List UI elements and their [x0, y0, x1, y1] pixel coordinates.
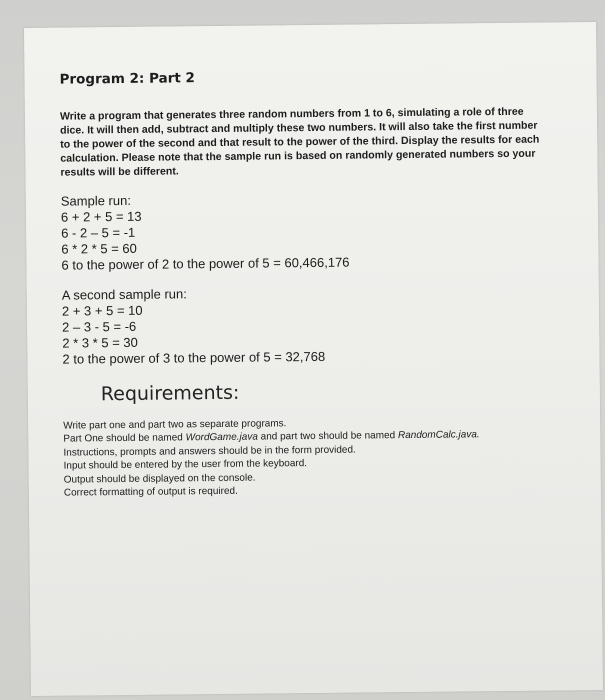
requirement-6: Correct formatting of output is required. [63, 485, 238, 499]
requirement-4: Input should be entered by the user from the keyboard. [63, 458, 308, 472]
sample-run-1-line-3: 6 * 2 * 5 = 60 [61, 240, 137, 257]
requirements-list [63, 414, 564, 500]
requirements-heading: Requirements: [100, 381, 240, 406]
sample-run-2-line-2: 2 – 3 - 5 = -6 [62, 318, 137, 335]
requirement-2-filename-2: RandomCalc.java. [397, 429, 480, 442]
sample-run-1-line-4: 6 to the power of 2 to the power of 5 = 60,466,176 [61, 254, 350, 273]
document-content [59, 66, 563, 500]
sample-run-2-line-3: 2 * 3 * 5 = 30 [62, 334, 138, 351]
sample-run-1 [61, 188, 562, 273]
sample-run-1-heading: Sample run: [60, 192, 131, 209]
sample-run-1-line-1: 6 + 2 + 5 = 13 [60, 208, 142, 225]
sample-run-2 [62, 282, 563, 367]
requirement-1: Write part one and part two as separate programs. [63, 418, 287, 432]
requirement-2-filename-1: WordGame.java [185, 431, 258, 444]
sample-run-1-line-2: 6 - 2 – 5 = -1 [61, 224, 136, 241]
requirement-5: Output should be displayed on the console. [63, 472, 256, 486]
requirement-3: Instructions, prompts and answers should be in the form provided. [63, 444, 356, 459]
sample-run-2-line-1: 2 + 3 + 5 = 10 [61, 302, 143, 319]
document-page [24, 22, 603, 696]
sample-run-2-line-4: 2 to the power of 3 to the power of 5 = 32,768 [62, 348, 326, 367]
requirement-2-text-b: and part two should be named [257, 430, 399, 443]
intro-paragraph: Write a program that generates three random numbers from 1 to 6, simulating a role of three dice. It will then add, subtract and multiply these two numbers. It will also take the first number to the power of the second and that result to the power of the third. Display the results for each calculation. Please note that the sample run is based on randomly generated numbers so your results will be different. [59, 105, 540, 179]
sample-run-2-heading: A second sample run: [61, 286, 187, 303]
document-title: Program 2: Part 2 [59, 70, 195, 88]
requirement-2-text-a: Part One should be named [63, 432, 186, 446]
